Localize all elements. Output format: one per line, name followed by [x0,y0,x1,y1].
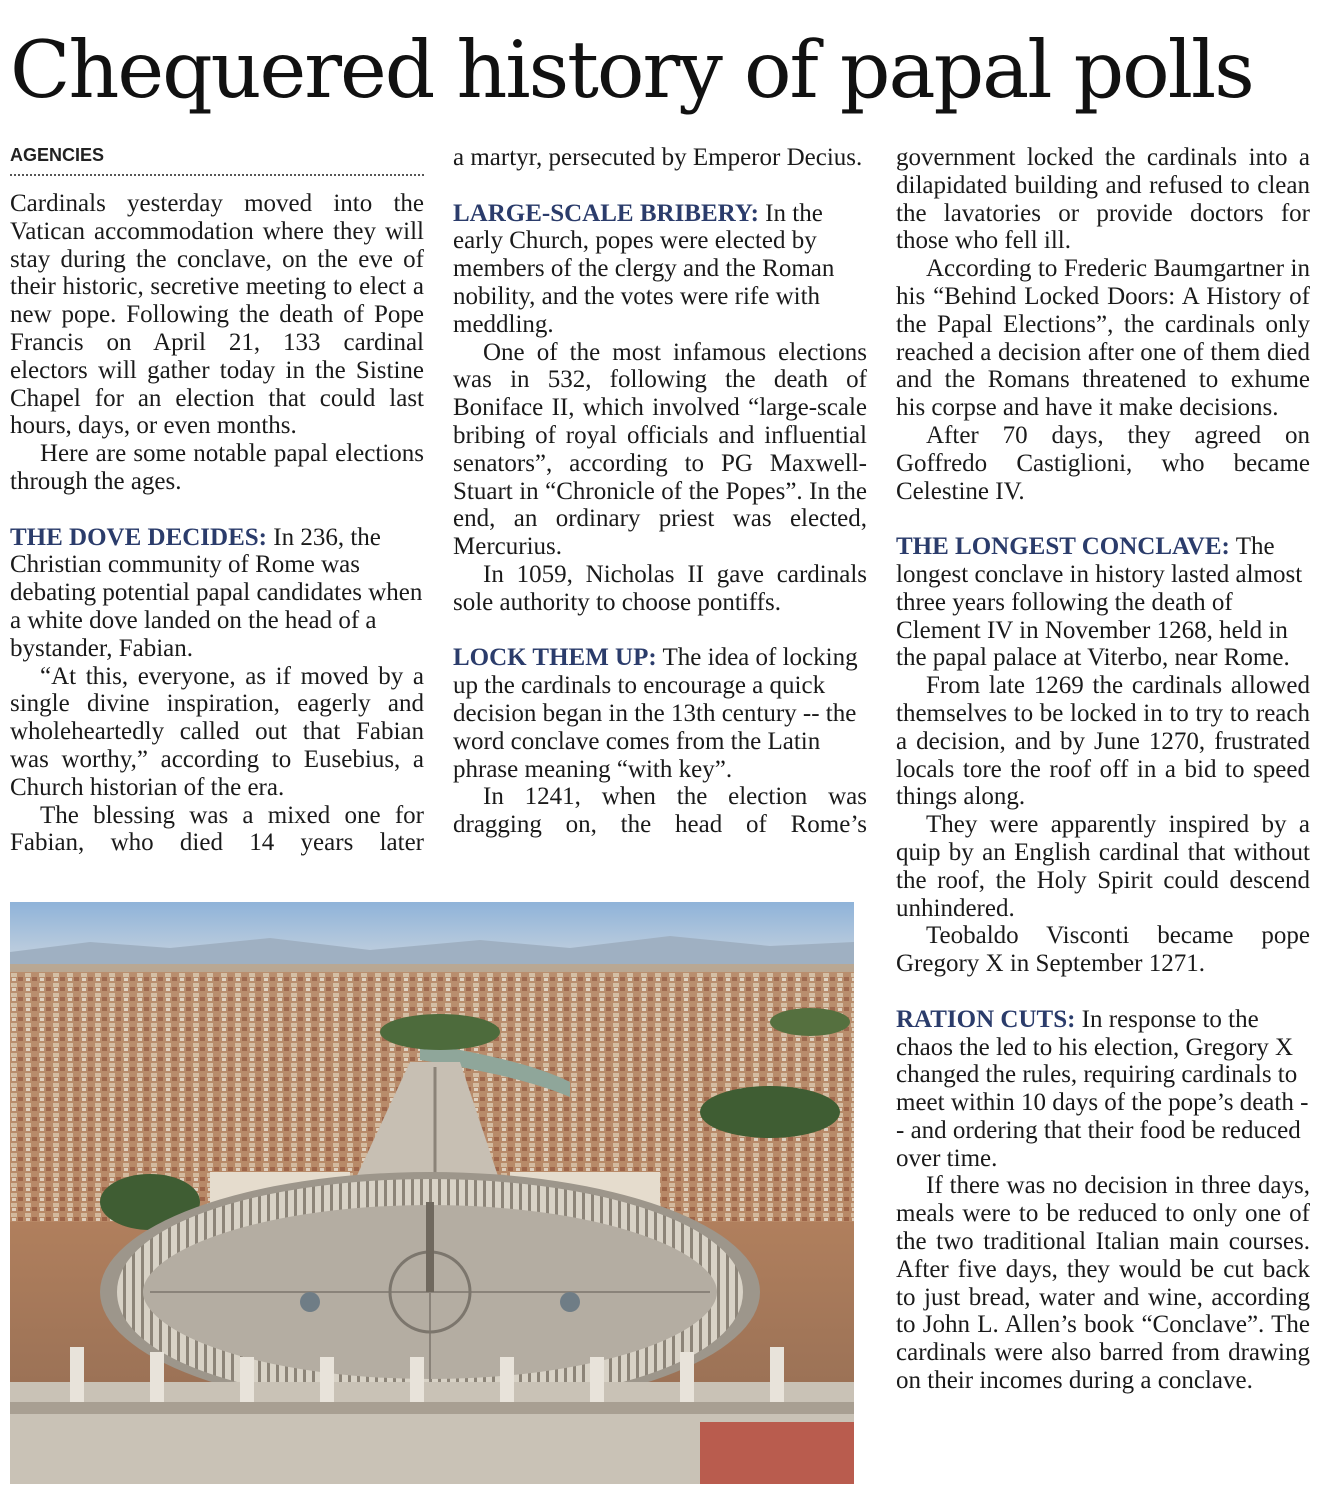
section-paragraph: RATION CUTS: In response to the chaos the led to his election, Gregory X changed the rules, requiring cardinals to meet within 10 days of the pope’s death -- and ordering that their food be reduced over time. [896,1005,1309,1172]
section-paragraph: LARGE-SCALE BRIBERY: In the early Church, popes were elected by members of the clergy and the Roman nobility, and the votes were rife with meddling. [453,199,835,338]
paragraph: a martyr, persecuted by Emperor Decius. [453,144,863,171]
section-subhead: LOCK THEM UP: [453,644,657,672]
paragraph: After 70 days, they agreed on Goffredo Castiglioni, who became Celestine IV. [896,421,1310,505]
section-subhead: LARGE-SCALE BRIBERY: [453,199,759,227]
paragraph: Here are some notable papal elections through the ages. [10,440,424,495]
byline: AGENCIES [10,144,424,176]
paragraph: The blessing was a mixed one for Fabian, who died 14 years later [10,801,424,857]
section-subhead: THE LONGEST CONCLAVE: [896,533,1230,561]
paragraph: From late 1269 the cardinals allowed themselves to be locked in to try to reach a decision, and by June 1270, frustrated locals tore the roof off in a bid to speed things along. [896,672,1310,811]
paragraph: Cardinals yesterday moved into the Vatican accommodation where they will stay during the conclave, on the eve of their historic, secretive meeting to elect a new pope. Following the death of Pope Francis on April 21, 133 cardinal electors will gather today in the Sistine Chapel for an election that could last hours, days, or even months. [10,190,424,440]
paragraph: government locked the cardinals into a dilapidated building and refused to clean the lavatories or provide doctors for those who fell ill. [896,144,1310,255]
paragraph: Teobaldo Visconti became pope Gregory X in September 1271. [896,922,1310,978]
section-paragraph: THE DOVE DECIDES: In 236, the Christian community of Rome was debating potential papal candidates when a white dove landed on the head of a bystander, Fabian. [10,523,423,662]
paragraph: In 1059, Nicholas II gave cardinals sole authority to choose pontiffs. [453,560,867,616]
paragraph: One of the most infamous elections was in 532, following the death of Boniface II, which involved “large-scale bribing of royal officials and influential senators”, according to PG Maxwell-Stuart in “Chronicle of the Popes”. In the end, an ordinary priest was elected, Mercurius. [453,338,867,561]
section-subhead: THE DOVE DECIDES: [10,523,267,551]
paragraph: “At this, everyone, as if moved by a single divine inspiration, eagerly and wholeheartedly called out that Fabian was worthy,” according to Eusebius, a Church historian of the era. [10,662,424,801]
section-subhead: RATION CUTS: [896,1005,1076,1033]
st-peters-square-photo [10,902,854,1484]
paragraph: According to Frederic Baumgartner in his “Behind Locked Doors: A History of the Papal Elections”, the cardinals only reached a decision after one of them died and the Romans threatened to exhume his corpse and have it make decisions. [896,255,1310,422]
article-column-3 [896,144,1310,1395]
paragraph: If there was no decision in three days, meals were to be reduced to only one of the two traditional Italian main courses. After five days, they would be cut back to just bread, water and wine, according to John L. Allen’s book “Conclave”. The cardinals were also barred from drawing on their incomes during a conclave. [896,1172,1310,1395]
section-paragraph: THE LONGEST CONCLAVE: The longest conclave in history lasted almost three years following the death of Clement IV in November 1268, held in the papal palace at Viterbo, near Rome. [896,533,1303,672]
article-column-1 [10,144,424,857]
article-column-2 [453,144,867,839]
section-paragraph: LOCK THEM UP: The idea of locking up the cardinals to encourage a quick decision began in the 13th century -- the word conclave comes from the Latin phrase meaning “with key”. [453,644,858,783]
paragraph: They were apparently inspired by a quip by an English cardinal that without the roof, the Holy Spirit could descend unhindered. [896,811,1310,922]
paragraph: In 1241, when the election was dragging on, the head of Rome’s [453,783,867,839]
headline: Chequered history of papal polls [10,24,1253,116]
